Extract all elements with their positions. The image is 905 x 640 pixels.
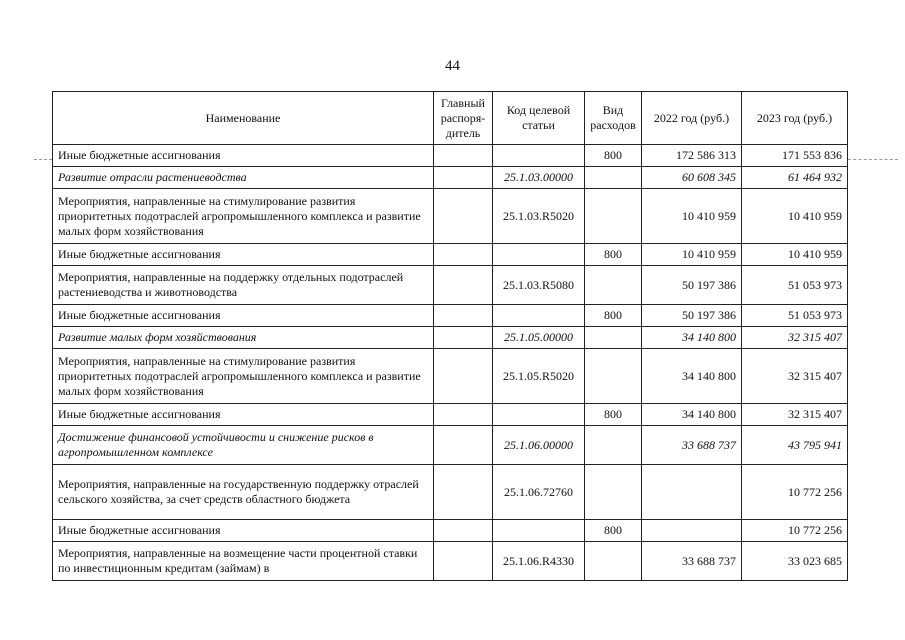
cell-manager [434, 542, 493, 581]
table-row [53, 465, 848, 520]
cell-2022: 10 410 959 [642, 244, 742, 266]
table-row [53, 189, 848, 244]
cell-type [585, 327, 642, 349]
cell-name: Мероприятия, направленные на стимулирование развития приоритетных подотраслей агропромышленного комплекса и развитие малых форм хозяйствования [53, 349, 434, 404]
cell-name: Достижение финансовой устойчивости и снижение рисков в агропромышленном комплексе [53, 426, 434, 465]
table-row [53, 327, 848, 349]
cell-code [493, 145, 585, 167]
cell-manager [434, 404, 493, 426]
table-row [53, 244, 848, 266]
scan-artifact-right [848, 159, 898, 160]
cell-name: Иные бюджетные ассигнования [53, 305, 434, 327]
cell-code: 25.1.05.00000 [493, 327, 585, 349]
cell-name: Иные бюджетные ассигнования [53, 404, 434, 426]
cell-code [493, 520, 585, 542]
cell-2022: 33 688 737 [642, 542, 742, 581]
table-row [53, 426, 848, 465]
cell-2023: 10 410 959 [742, 189, 848, 244]
table-row [53, 266, 848, 305]
table-row [53, 167, 848, 189]
header-2022: 2022 год (руб.) [642, 92, 742, 145]
cell-type [585, 465, 642, 520]
page-number: 44 [445, 58, 460, 74]
table-body [53, 145, 848, 581]
cell-code: 25.1.06.R4330 [493, 542, 585, 581]
cell-2022: 34 140 800 [642, 327, 742, 349]
cell-2022 [642, 520, 742, 542]
cell-2023: 32 315 407 [742, 327, 848, 349]
cell-code: 25.1.06.72760 [493, 465, 585, 520]
cell-2023: 10 772 256 [742, 520, 848, 542]
cell-2022: 34 140 800 [642, 349, 742, 404]
cell-2023: 32 315 407 [742, 349, 848, 404]
cell-2022: 50 197 386 [642, 305, 742, 327]
cell-2023: 10 410 959 [742, 244, 848, 266]
cell-2022 [642, 465, 742, 520]
cell-name: Мероприятия, направленные на стимулирование развития приоритетных подотраслей агропромышленного комплекса и развитие малых форм хозяйствования [53, 189, 434, 244]
header-type: Вид расходов [585, 92, 642, 145]
header-manager: Главный распоря-дитель [434, 92, 493, 145]
cell-type [585, 167, 642, 189]
cell-manager [434, 145, 493, 167]
cell-code: 25.1.06.00000 [493, 426, 585, 465]
cell-manager [434, 244, 493, 266]
cell-2023: 33 023 685 [742, 542, 848, 581]
cell-2022: 34 140 800 [642, 404, 742, 426]
header-name: Наименование [53, 92, 434, 145]
cell-manager [434, 327, 493, 349]
cell-type [585, 426, 642, 465]
cell-code: 25.1.03.R5080 [493, 266, 585, 305]
table-row [53, 349, 848, 404]
cell-code: 25.1.03.00000 [493, 167, 585, 189]
cell-name: Мероприятия, направленные на возмещение части процентной ставки по инвестиционным кредитам (займам) в [53, 542, 434, 581]
header-code: Код целевой статьи [493, 92, 585, 145]
cell-manager [434, 465, 493, 520]
cell-2023: 171 553 836 [742, 145, 848, 167]
table-header [53, 92, 848, 145]
cell-name: Иные бюджетные ассигнования [53, 145, 434, 167]
header-2023: 2023 год (руб.) [742, 92, 848, 145]
cell-type: 800 [585, 404, 642, 426]
cell-type [585, 542, 642, 581]
cell-code [493, 244, 585, 266]
cell-2022: 10 410 959 [642, 189, 742, 244]
cell-name: Иные бюджетные ассигнования [53, 520, 434, 542]
scan-artifact-left [34, 159, 52, 160]
table-row [53, 404, 848, 426]
cell-type: 800 [585, 520, 642, 542]
table-row [53, 520, 848, 542]
cell-2023: 10 772 256 [742, 465, 848, 520]
cell-manager [434, 349, 493, 404]
cell-manager [434, 520, 493, 542]
cell-type: 800 [585, 305, 642, 327]
cell-manager [434, 266, 493, 305]
cell-2022: 50 197 386 [642, 266, 742, 305]
table-row [53, 305, 848, 327]
cell-2023: 51 053 973 [742, 266, 848, 305]
cell-2022: 60 608 345 [642, 167, 742, 189]
cell-2023: 51 053 973 [742, 305, 848, 327]
cell-type [585, 266, 642, 305]
cell-manager [434, 189, 493, 244]
cell-name: Мероприятия, направленные на поддержку отдельных подотраслей растениеводства и животноводства [53, 266, 434, 305]
cell-code [493, 305, 585, 327]
cell-2023: 32 315 407 [742, 404, 848, 426]
cell-name: Развитие малых форм хозяйствования [53, 327, 434, 349]
table-row [53, 542, 848, 581]
cell-type: 800 [585, 244, 642, 266]
cell-type [585, 349, 642, 404]
cell-code: 25.1.05.R5020 [493, 349, 585, 404]
cell-2023: 61 464 932 [742, 167, 848, 189]
cell-type [585, 189, 642, 244]
cell-2022: 172 586 313 [642, 145, 742, 167]
cell-name: Мероприятия, направленные на государственную поддержку отраслей сельского хозяйства, за счет средств областного бюджета [53, 465, 434, 520]
cell-name: Развитие отрасли растениеводства [53, 167, 434, 189]
cell-2023: 43 795 941 [742, 426, 848, 465]
cell-manager [434, 167, 493, 189]
budget-table [52, 91, 848, 581]
cell-type: 800 [585, 145, 642, 167]
cell-2022: 33 688 737 [642, 426, 742, 465]
cell-manager [434, 305, 493, 327]
cell-name: Иные бюджетные ассигнования [53, 244, 434, 266]
cell-code: 25.1.03.R5020 [493, 189, 585, 244]
cell-code [493, 404, 585, 426]
table-row [53, 145, 848, 167]
cell-manager [434, 426, 493, 465]
